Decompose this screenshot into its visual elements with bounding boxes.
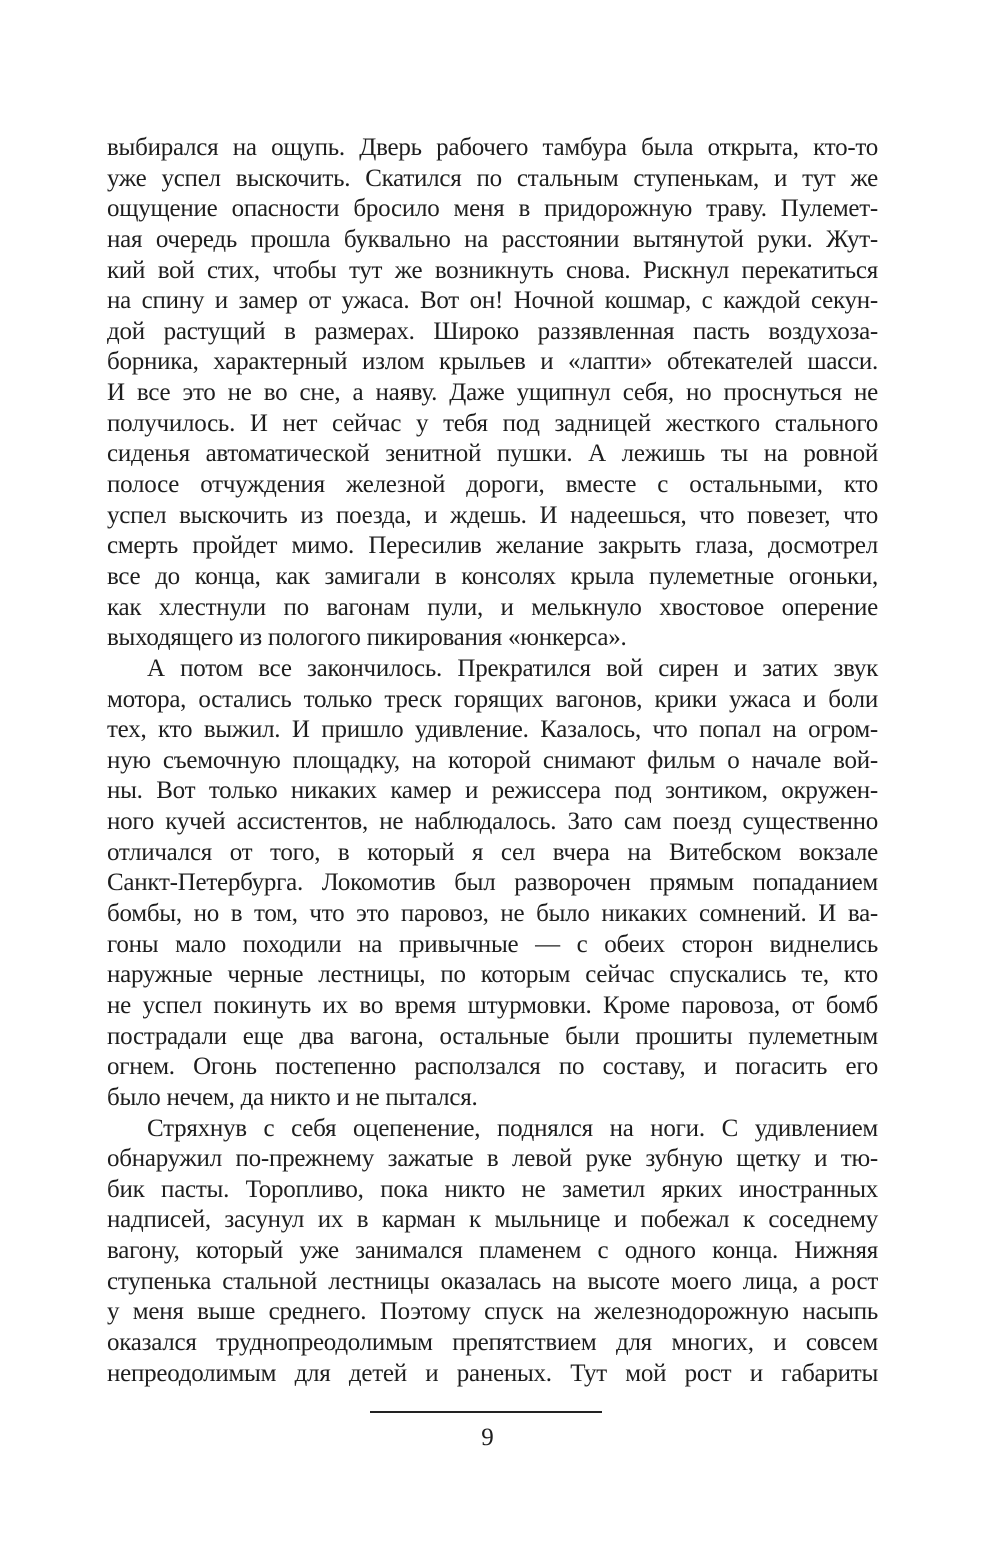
paragraph xyxy=(107,1114,878,1390)
text-line: И все это не во сне, а наяву. Даже ущипнул себя, но проснуться не xyxy=(107,379,878,407)
text-line: на спину и замер от ужаса. Вот он! Ночной кошмар, с каждой секун- xyxy=(107,287,878,315)
text-line: пострадали еще два вагона, остальные были прошиты пулеметным xyxy=(107,1022,878,1050)
text-line: надписей, засунул их в карман к мыльнице и побежал к соседнему xyxy=(107,1206,878,1234)
text-line: все до конца, как замигали в консолях крыла пулеметные огоньки, xyxy=(107,562,878,590)
text-line: у меня выше среднего. Поэтому спуск на железнодорожную насыпь xyxy=(107,1298,878,1326)
text-line: гоны мало походили на привычные — с обеих сторон виднелись xyxy=(107,930,878,958)
paragraph xyxy=(107,133,878,654)
text-line: бомбы, но в том, что это паровоз, не было никаких сомнений. И ва- xyxy=(107,900,878,928)
text-line: вагону, который уже занимался пламенем с одного конца. Нижняя xyxy=(107,1237,878,1265)
text-line: борника, характерный излом крыльев и «лапти» обтекателей шасси. xyxy=(107,348,878,376)
text-line: как хлестнули по вагонам пули, и мелькнуло хвостовое оперение xyxy=(107,593,878,621)
text-line: ную съемочную площадку, на которой снимают фильм о начале вой- xyxy=(107,746,878,774)
text-line: Стряхнув с себя оцепенение, поднялся на ноги. С удивлением xyxy=(147,1114,878,1142)
paragraph xyxy=(107,654,878,1114)
text-line: А потом все закончилось. Прекратился вой сирен и затих звук xyxy=(147,654,878,682)
text-line: ного кучей ассистентов, не наблюдалось. Зато сам поезд существенно xyxy=(107,808,878,836)
text-line: уже успел выскочить. Скатился по стальным ступенькам, и тут же xyxy=(107,164,878,192)
body-text xyxy=(107,133,878,1389)
text-line: ступенька стальной лестницы оказалась на высоте моего лица, а рост xyxy=(107,1267,878,1295)
text-line: обнаружил по-прежнему зажатые в левой руке зубную щетку и тю- xyxy=(107,1145,878,1173)
footer-rule xyxy=(370,1411,602,1413)
text-line: ощущение опасности бросило меня в придорожную траву. Пулемет- xyxy=(107,195,878,223)
text-line: отличался от того, в который я сел вчера на Витебском вокзале xyxy=(107,838,878,866)
text-line: получилось. И нет сейчас у тебя под задницей жесткого стального xyxy=(107,409,878,437)
text-line: полосе отчуждения железной дороги, вместе с остальными, кто xyxy=(107,471,878,499)
page-number: 9 xyxy=(481,1424,494,1451)
text-line: дой растущий в размерах. Широко раззявленная пасть воздухоза- xyxy=(107,317,878,345)
text-line: не успел покинуть их во время штурмовки. Кроме паровоза, от бомб xyxy=(107,991,878,1019)
text-line: оказался труднопреодолимым препятствием для многих, и совсем xyxy=(107,1328,878,1356)
text-line: тех, кто выжил. И пришло удивление. Казалось, что попал на огром- xyxy=(107,716,878,744)
text-line: ны. Вот только никаких камер и режиссера под зонтиком, окружен- xyxy=(107,777,878,805)
text-line: кий вой стих, чтобы тут же возникнуть снова. Рискнул перекатиться xyxy=(107,256,878,284)
text-line: Санкт-Петербурга. Локомотив был разворочен прямым попаданием xyxy=(107,869,878,897)
text-line: огнем. Огонь постепенно расползался по составу, и погасить его xyxy=(107,1053,878,1081)
text-line: было нечем, да никто и не пытался. xyxy=(107,1083,478,1111)
text-line: сиденья автоматической зенитной пушки. А лежишь ты на ровной xyxy=(107,440,878,468)
text-line: непреодолимым для детей и раненых. Тут мой рост и габариты xyxy=(107,1359,878,1387)
text-line: смерть пройдет мимо. Пересилив желание закрыть глаза, досмотрел xyxy=(107,532,878,560)
text-line: мотора, остались только треск горящих вагонов, крики ужаса и боли xyxy=(107,685,878,713)
text-line: выходящего из пологого пикирования «юнкерса». xyxy=(107,624,627,652)
text-line: выбирался на ощупь. Дверь рабочего тамбура была открыта, кто-то xyxy=(107,134,878,161)
text-line: наружные черные лестницы, по которым сейчас спускались те, кто xyxy=(107,961,878,989)
text-line: успел выскочить из поезда, и ждешь. И надеешься, что повезет, что xyxy=(107,501,878,529)
text-line: ная очередь прошла буквально на расстоянии вытянутой руки. Жут- xyxy=(107,225,878,253)
text-line: бик пасты. Торопливо, пока никто не заметил ярких иностранных xyxy=(107,1175,878,1203)
